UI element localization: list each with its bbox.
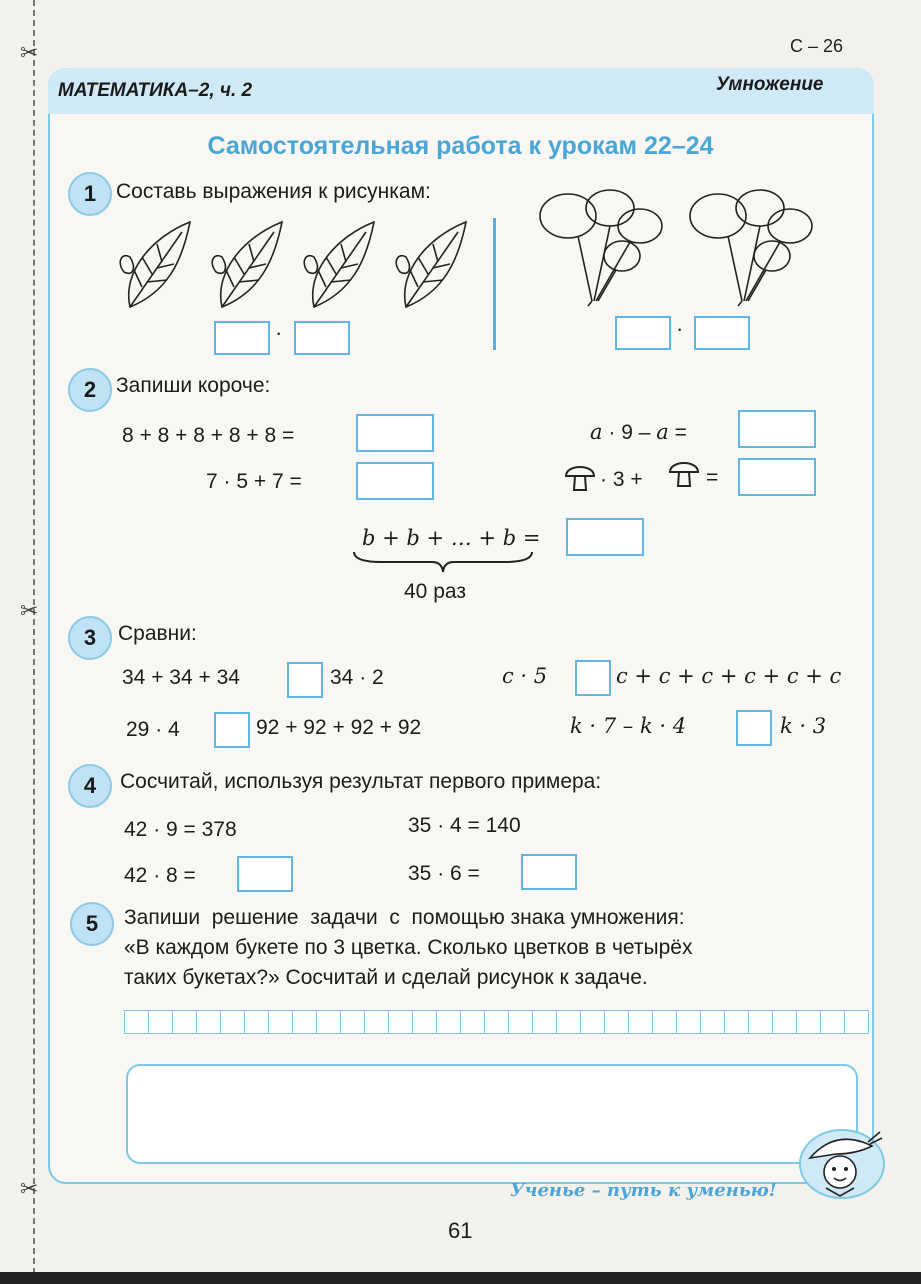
grid-cell[interactable] xyxy=(148,1010,173,1034)
grid-cell[interactable] xyxy=(532,1010,557,1034)
leaf-icon xyxy=(396,222,466,307)
grid-cell[interactable] xyxy=(268,1010,293,1034)
answer-box[interactable] xyxy=(615,316,671,350)
expression: 7 · 5 + 7 = xyxy=(206,470,302,493)
grid-cell[interactable] xyxy=(316,1010,341,1034)
answer-box[interactable] xyxy=(521,854,577,890)
grid-cell[interactable] xyxy=(844,1010,869,1034)
topic-title: Умножение xyxy=(716,74,824,95)
grid-cell[interactable] xyxy=(796,1010,821,1034)
var-a: a xyxy=(656,420,669,444)
underbrace xyxy=(352,548,534,574)
task5-line: Запиши решение задачи с помощью знака умножения: xyxy=(124,906,685,929)
drawing-area[interactable] xyxy=(126,1064,858,1164)
expression: c · 5 xyxy=(502,664,548,688)
mushroom-icon xyxy=(562,460,598,494)
cut-line xyxy=(33,0,35,1284)
answer-box[interactable] xyxy=(356,462,434,500)
book-title: МАТЕМАТИКА–2, ч. 2 xyxy=(58,80,253,101)
task2-text: Запиши короче: xyxy=(116,374,271,397)
expression: 34 · 2 xyxy=(330,666,384,689)
leaf-icon xyxy=(212,222,282,307)
page-number: 61 xyxy=(448,1218,473,1243)
expression: 8 + 8 + 8 + 8 + 8 = xyxy=(122,424,295,447)
expr-part: · 9 – xyxy=(602,421,657,444)
leaf-icon xyxy=(120,222,190,307)
leaf-icon xyxy=(304,222,374,307)
task5-line: таких букетах?» Сосчитай и сделай рисунок к задаче. xyxy=(124,966,648,989)
grid-cell[interactable] xyxy=(556,1010,581,1034)
answer-box[interactable] xyxy=(214,321,270,355)
answer-grid[interactable] xyxy=(124,1010,868,1034)
task4-text: Сосчитай, используя результат первого примера: xyxy=(120,770,602,793)
task-number-badge: 3 xyxy=(68,616,112,660)
balloon-bunch-icon xyxy=(690,190,812,306)
grid-cell[interactable] xyxy=(676,1010,701,1034)
task3-text: Сравни: xyxy=(118,622,197,645)
answer-box[interactable] xyxy=(738,410,816,448)
grid-cell[interactable] xyxy=(700,1010,725,1034)
task-number-badge: 4 xyxy=(68,764,112,808)
grid-cell[interactable] xyxy=(388,1010,413,1034)
expression: 42 · 9 = 378 xyxy=(124,818,237,841)
leaves-picture xyxy=(112,212,482,322)
grid-cell[interactable] xyxy=(748,1010,773,1034)
compare-box[interactable] xyxy=(287,662,323,698)
expression: k · 3 xyxy=(780,714,827,738)
grid-cell[interactable] xyxy=(436,1010,461,1034)
answer-box[interactable] xyxy=(566,518,644,556)
expression: 35 · 4 = 140 xyxy=(408,814,521,837)
motto: Ученье – путь к уменью! xyxy=(510,1180,777,1201)
multiply-sign: · xyxy=(275,320,283,345)
grid-cell[interactable] xyxy=(460,1010,485,1034)
grid-cell[interactable] xyxy=(292,1010,317,1034)
grid-cell[interactable] xyxy=(220,1010,245,1034)
page-code: С – 26 xyxy=(790,36,844,56)
boy-mascot-icon xyxy=(796,1124,888,1204)
grid-cell[interactable] xyxy=(724,1010,749,1034)
task5-line: «В каждом букете по 3 цветка. Сколько цветков в четырёх xyxy=(124,936,693,959)
expression: 34 + 34 + 34 xyxy=(122,666,240,689)
expression: 35 · 6 = xyxy=(408,862,480,885)
expression: b + b + … + b = xyxy=(362,526,541,550)
grid-cell[interactable] xyxy=(124,1010,149,1034)
divider xyxy=(493,218,496,350)
answer-box[interactable] xyxy=(237,856,293,892)
multiply-sign: · xyxy=(676,316,684,341)
grid-cell[interactable] xyxy=(580,1010,605,1034)
expression: · 3 + xyxy=(600,468,643,491)
grid-cell[interactable] xyxy=(820,1010,845,1034)
scissors-icon: ✂ xyxy=(20,40,39,65)
grid-cell[interactable] xyxy=(412,1010,437,1034)
grid-cell[interactable] xyxy=(340,1010,365,1034)
grid-cell[interactable] xyxy=(508,1010,533,1034)
expression: 42 · 8 = xyxy=(124,864,196,887)
scan-edge xyxy=(0,1272,921,1284)
scissors-icon: ✂ xyxy=(20,598,39,623)
balloon-bunch-icon xyxy=(540,190,662,306)
grid-cell[interactable] xyxy=(364,1010,389,1034)
expression xyxy=(590,420,687,445)
expression: = xyxy=(706,466,719,489)
task-number-badge: 1 xyxy=(68,172,112,216)
answer-box[interactable] xyxy=(738,458,816,496)
answer-box[interactable] xyxy=(694,316,750,350)
grid-cell[interactable] xyxy=(772,1010,797,1034)
task-number-badge: 5 xyxy=(70,902,114,946)
grid-cell[interactable] xyxy=(604,1010,629,1034)
expression: 92 + 92 + 92 + 92 xyxy=(256,716,422,739)
balloons-picture xyxy=(530,186,840,310)
var-a: a xyxy=(590,420,603,444)
grid-cell[interactable] xyxy=(244,1010,269,1034)
expr-part: = xyxy=(668,421,687,444)
compare-box[interactable] xyxy=(736,710,772,746)
expression: k · 7 – k · 4 xyxy=(570,714,687,738)
answer-box[interactable] xyxy=(294,321,350,355)
scissors-icon: ✂ xyxy=(20,1176,39,1201)
grid-cell[interactable] xyxy=(628,1010,653,1034)
expression: 29 · 4 xyxy=(126,718,180,741)
grid-cell[interactable] xyxy=(196,1010,221,1034)
mushroom-icon xyxy=(666,456,702,490)
brace-label: 40 раз xyxy=(404,580,466,603)
work-title: Самостоятельная работа к урокам 22–24 xyxy=(207,132,714,160)
grid-cell[interactable] xyxy=(652,1010,677,1034)
compare-box[interactable] xyxy=(575,660,611,696)
grid-cell[interactable] xyxy=(172,1010,197,1034)
grid-cell[interactable] xyxy=(484,1010,509,1034)
task1-text: Составь выражения к рисункам: xyxy=(116,180,431,203)
answer-box[interactable] xyxy=(356,414,434,452)
task-number-badge: 2 xyxy=(68,368,112,412)
compare-box[interactable] xyxy=(214,712,250,748)
expression: c + c + c + c + c + c xyxy=(616,664,842,688)
